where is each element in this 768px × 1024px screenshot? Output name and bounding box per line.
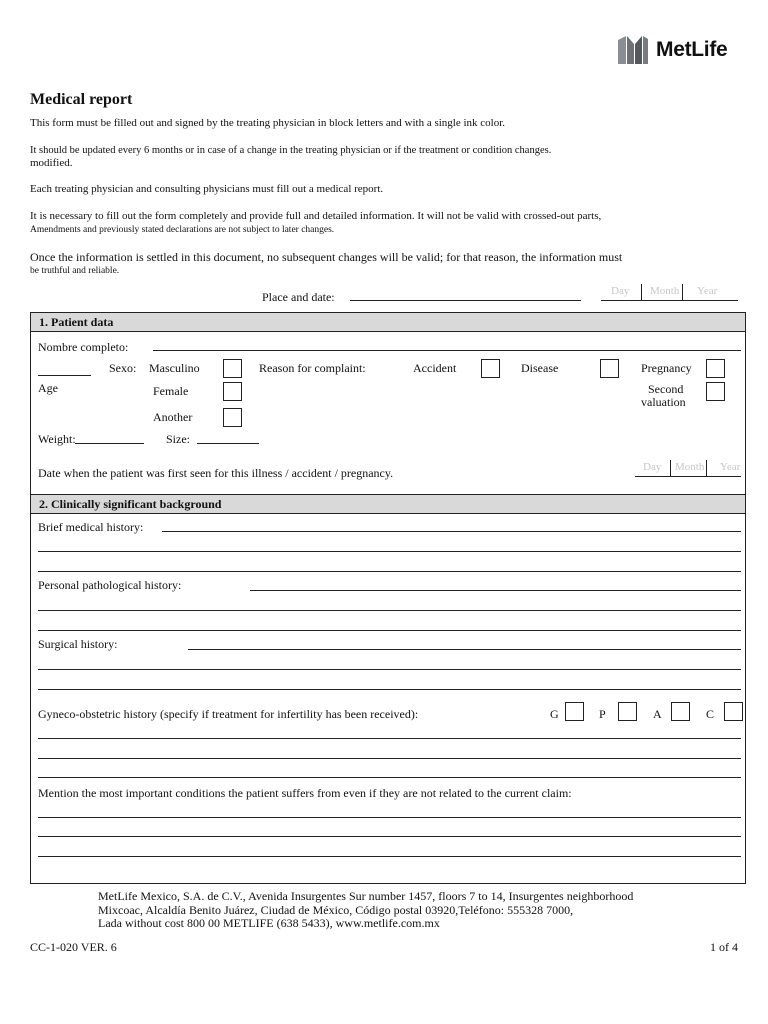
section-header: 2. Clinically significant background [31,495,745,514]
male-checkbox[interactable] [223,359,242,378]
form-code: CC-1-020 VER. 6 [30,940,117,954]
personal-pathological-line[interactable] [38,630,741,631]
brief-history-line[interactable] [38,551,741,552]
place-date-label: Place and date: [262,290,335,304]
full-name-field[interactable] [153,350,741,351]
gyneco-c-box[interactable] [724,702,743,721]
second-valuation-label-2: valuation [641,395,686,409]
place-year-label: Year [697,285,718,297]
second-valuation-label: Second [648,382,684,396]
gyneco-a-box[interactable] [671,702,690,721]
intro-paragraph-5-cont: be truthful and reliable. [30,266,120,276]
section-header: 1. Patient data [31,313,745,332]
metlife-logo-icon [618,36,648,64]
personal-pathological-field[interactable] [250,590,741,591]
gyneco-g-label: G [550,707,559,721]
date-divider [706,460,707,476]
first-seen-date-field[interactable] [635,476,741,477]
conditions-line[interactable] [38,836,741,837]
size-field[interactable] [197,443,259,444]
disease-checkbox[interactable] [600,359,619,378]
surgical-history-field[interactable] [188,649,741,650]
brief-history-line[interactable] [38,571,741,572]
intro-paragraph-2: It should be updated every 6 months or in case of a change in the treating physician or if the treatment or condition changes. [30,145,552,156]
intro-paragraph-1: This form must be filled out and signed by the treating physician in block letters and with a single ink color. [30,117,506,129]
pregnancy-checkbox[interactable] [706,359,725,378]
weight-label: Weight: [38,432,76,446]
first-seen-month-label: Month [675,461,705,473]
pregnancy-label: Pregnancy [641,361,692,375]
surgical-history-line[interactable] [38,689,741,690]
gyneco-g-box[interactable] [565,702,584,721]
gyneco-line[interactable] [38,777,741,778]
female-checkbox[interactable] [223,382,242,401]
place-day-label: Day [611,285,630,297]
place-date-field[interactable] [350,300,581,301]
weight-field[interactable] [75,443,144,444]
disease-label: Disease [521,361,559,375]
gyneco-line[interactable] [38,738,741,739]
gyneco-line[interactable] [38,758,741,759]
place-date-line[interactable] [601,300,738,301]
accident-label: Accident [413,361,457,375]
metlife-logo [618,36,727,64]
gyneco-c-label: C [706,707,715,721]
place-month-label: Month [650,285,680,297]
male-label: Masculino [149,361,200,375]
another-checkbox[interactable] [223,408,242,427]
conditions-line[interactable] [38,856,741,857]
brief-history-field[interactable] [162,531,741,532]
sex-label: Sexo: [109,361,137,375]
first-seen-year-label: Year [720,461,741,473]
size-label: Size: [166,432,190,446]
page-number: 1 of 4 [710,940,738,954]
first-seen-label: Date when the patient was first seen for this illness / accident / pregnancy. [38,466,394,480]
first-seen-day-label: Day [643,461,662,473]
brand-name: MetLife [656,38,728,61]
gyneco-a-label: A [653,707,662,721]
personal-pathological-label: Personal pathological history: [38,578,182,592]
full-name-label: Nombre completo: [38,340,129,354]
intro-paragraph-5: Once the information is settled in this document, no subsequent changes will be valid; for that reason, the information must [30,250,623,264]
age-label: Age [38,381,58,395]
another-label: Another [153,410,193,424]
page-title: Medical report [30,91,133,108]
brief-history-label: Brief medical history: [38,520,144,534]
date-divider [682,284,683,300]
gyneco-label: Gyneco-obstetric history (specify if treatment for infertility has been received): [38,707,419,721]
date-divider [641,284,642,300]
surgical-history-label: Surgical history: [38,637,118,651]
intro-paragraph-4: It is necessary to fill out the form completely and provide full and detailed information. It will not be valid with crossed-out parts, [30,210,602,222]
surgical-history-line[interactable] [38,669,741,670]
second-valuation-checkbox[interactable] [706,382,725,401]
footer-line-2: Mixcoac, Alcaldía Benito Juárez, Ciudad de México, Código postal 03920,Teléfono: 555328 7000, [98,902,574,917]
gyneco-p-box[interactable] [618,702,637,721]
footer-line-3: Lada without cost 800 00 METLIFE (638 5433), www.metlife.com.mx [98,916,440,930]
conditions-label: Mention the most important conditions the patient suffers from even if they are not related to the current claim: [38,786,572,800]
footer-line-1: MetLife Mexico, S.A. de C.V., Avenida Insurgentes Sur number 1457, floors 7 to 14, Insurgentes neighborhood [98,889,634,903]
gyneco-p-label: P [599,707,606,721]
female-label: Female [153,384,189,398]
conditions-line[interactable] [38,817,741,818]
age-field[interactable] [38,375,91,376]
intro-paragraph-4-cont: Amendments and previously stated declarations are not subject to later changes. [30,225,335,235]
footer-address [98,890,633,931]
intro-paragraph-3: Each treating physician and consulting physicians must fill out a medical report. [30,183,384,195]
personal-pathological-line[interactable] [38,610,741,611]
date-divider [670,460,671,476]
intro-paragraph-2-cont: modified. [30,157,73,169]
accident-checkbox[interactable] [481,359,500,378]
reason-label: Reason for complaint: [259,361,366,375]
